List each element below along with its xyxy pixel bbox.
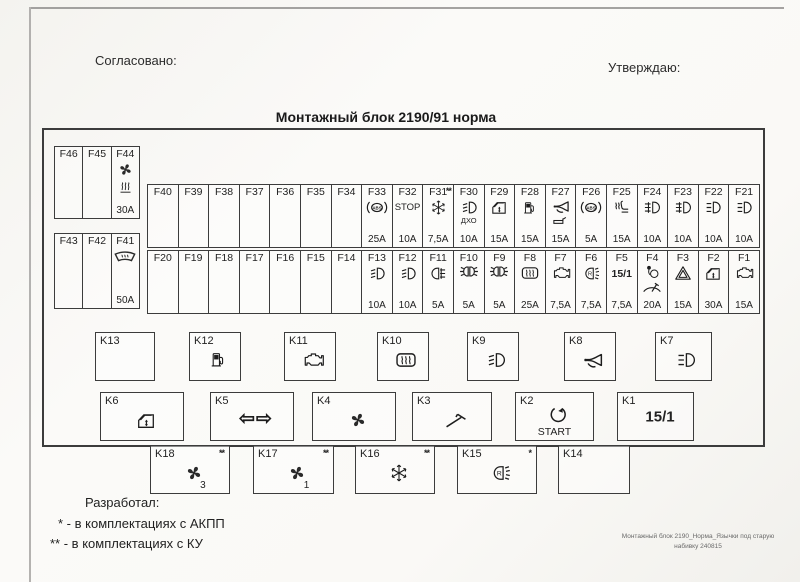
relay-label: K15 bbox=[462, 448, 482, 460]
relay-label: K3 bbox=[417, 395, 431, 407]
fuse-F16 bbox=[270, 251, 301, 313]
relay-label: K12 bbox=[194, 335, 214, 347]
rear-defrost-icon bbox=[394, 350, 418, 369]
fuse-amperage: 20A bbox=[643, 300, 662, 311]
engine-icon bbox=[301, 350, 325, 369]
reverse-lamp-icon bbox=[582, 265, 601, 282]
fuse-amperage: 25A bbox=[521, 300, 539, 311]
fuse-label: F10 bbox=[459, 252, 478, 264]
fuse-F27 bbox=[546, 185, 577, 247]
relay-label: K4 bbox=[317, 395, 331, 407]
fuse-F21 bbox=[729, 185, 759, 247]
fuse-label: F32 bbox=[398, 186, 417, 198]
footnote-ku: ** - в комплектациях с КУ bbox=[50, 536, 203, 551]
footnote-marker: ** bbox=[423, 448, 429, 458]
fuse-amperage: 15A bbox=[490, 234, 509, 245]
fuse-amperage: 10A bbox=[643, 234, 662, 245]
fuse-F34 bbox=[332, 185, 363, 247]
relay-label: K17 bbox=[258, 448, 278, 460]
fuse-label: F19 bbox=[184, 252, 203, 264]
fuse-F7 bbox=[546, 251, 577, 313]
fuse-F14 bbox=[332, 251, 363, 313]
headlight-low-icon bbox=[368, 265, 386, 282]
fuse-amperage: 15A bbox=[551, 234, 570, 245]
fuse-label: F8 bbox=[523, 252, 537, 264]
fuse-label: F9 bbox=[493, 252, 506, 264]
fine-print bbox=[598, 532, 798, 552]
fuse-label: F33 bbox=[367, 186, 386, 198]
fuse-label: F17 bbox=[245, 252, 264, 264]
fuse-amperage: 7,5A bbox=[580, 300, 602, 311]
diagram-title: Монтажный блок 2190/91 норма bbox=[275, 109, 497, 125]
relay-K13 bbox=[95, 332, 155, 381]
fuse-label: F24 bbox=[643, 186, 662, 198]
fuse-F10 bbox=[454, 251, 485, 313]
snowflake-icon bbox=[430, 199, 447, 216]
fuse-F32 bbox=[393, 185, 424, 247]
abs-icon bbox=[580, 199, 602, 216]
relay-K6 bbox=[100, 392, 184, 441]
airbag-icon bbox=[644, 265, 661, 279]
fuse-label: F30 bbox=[459, 186, 478, 198]
fuse-label: F29 bbox=[490, 186, 509, 198]
fuse-F20 bbox=[148, 251, 179, 313]
fuse-label: F21 bbox=[735, 186, 754, 198]
fuse-label: F15 bbox=[306, 252, 325, 264]
fuse-label: F3 bbox=[676, 252, 690, 264]
fuse-amperage: 7,5A bbox=[427, 234, 449, 245]
fuse-amperage: 7,5A bbox=[611, 300, 632, 311]
relay-K10 bbox=[377, 332, 429, 381]
fuse-F40 bbox=[148, 185, 179, 247]
horn-icon bbox=[551, 199, 571, 214]
headlight-low-icon bbox=[485, 350, 506, 370]
footnote-marker: ** bbox=[322, 448, 328, 458]
relay-label: K9 bbox=[472, 335, 486, 347]
fuse-F5 bbox=[607, 251, 638, 313]
relay-K9 bbox=[467, 332, 519, 381]
fuse-label: F25 bbox=[612, 186, 631, 198]
fuse-amperage: 10A bbox=[459, 234, 478, 245]
fuse-F6 bbox=[576, 251, 607, 313]
fuse-F46 bbox=[55, 147, 83, 218]
snowflake-icon bbox=[389, 463, 409, 483]
fuse-amperage: 10A bbox=[673, 234, 692, 245]
scan-edge-left bbox=[29, 7, 31, 582]
svg-text:R: R bbox=[587, 271, 592, 278]
fuse-amperage: 25A bbox=[368, 234, 386, 245]
fog-front-icon bbox=[643, 199, 661, 216]
fuse-F17 bbox=[240, 251, 271, 313]
engine-icon bbox=[551, 265, 571, 281]
relay-label: K8 bbox=[569, 335, 583, 347]
fuse-label: F11 bbox=[429, 252, 447, 264]
fuse-label: F45 bbox=[87, 148, 107, 160]
fuse-text: STOP bbox=[394, 202, 421, 213]
fuse-amperage: 30A bbox=[116, 205, 135, 216]
fuse-amperage: 5A bbox=[462, 300, 475, 311]
fuse-F8 bbox=[515, 251, 546, 313]
relay-K15 bbox=[457, 445, 537, 494]
fuse-label: F26 bbox=[582, 186, 601, 198]
footnote-marker: ** bbox=[218, 448, 224, 458]
fuse-amperage: 50A bbox=[116, 295, 135, 306]
fuse-amperage: 10A bbox=[735, 234, 753, 245]
reverse-lamp-icon bbox=[490, 463, 512, 483]
fusebox-outline bbox=[42, 128, 765, 447]
fuse-caption: ДХО bbox=[460, 216, 477, 225]
fuse-label: F31 bbox=[429, 186, 448, 198]
fuse-F23 bbox=[668, 185, 699, 247]
fuse-F30 bbox=[454, 185, 485, 247]
fuel-pump-icon bbox=[522, 199, 537, 217]
relay-label: K6 bbox=[105, 395, 119, 407]
fuse-label: F23 bbox=[673, 186, 692, 198]
approve-label: Утверждаю: bbox=[608, 60, 681, 75]
fuse-amperage: 15A bbox=[521, 234, 539, 245]
fuse-F39 bbox=[179, 185, 210, 247]
fuse-F3 bbox=[668, 251, 699, 313]
fuse-label: F41 bbox=[116, 235, 135, 247]
fuse-label: F12 bbox=[398, 252, 417, 264]
wiper-icon bbox=[642, 281, 662, 293]
fan-icon bbox=[117, 161, 134, 178]
position-lights-icon bbox=[487, 265, 511, 278]
relay-K1 bbox=[617, 392, 694, 441]
footnote-marker: * bbox=[528, 448, 531, 458]
fuse-F18 bbox=[209, 251, 240, 313]
side-fuse-group-bottom bbox=[54, 233, 140, 309]
fuse-amperage: 10A bbox=[368, 300, 386, 311]
fuse-F44 bbox=[112, 147, 139, 218]
relay-K14 bbox=[558, 445, 630, 494]
warning-triangle-icon bbox=[674, 265, 692, 281]
headlight-low-icon bbox=[460, 199, 478, 216]
fuse-label: F37 bbox=[245, 186, 264, 198]
fine-print-line1: Монтажный блок 2190_Норма_Язычки под старую bbox=[621, 533, 775, 540]
relay-text: START bbox=[537, 426, 572, 438]
fuse-label: F16 bbox=[276, 252, 295, 264]
engine-icon bbox=[734, 265, 754, 281]
fuse-F26 bbox=[576, 185, 607, 247]
fuse-label: F13 bbox=[367, 252, 386, 264]
fuse-F12 bbox=[393, 251, 424, 313]
fuse-F2 bbox=[699, 251, 730, 313]
relay-K2 bbox=[515, 392, 594, 441]
fuse-label: F35 bbox=[306, 186, 325, 198]
relay-K4 bbox=[312, 392, 396, 441]
relay-K7 bbox=[655, 332, 712, 381]
abs-icon bbox=[366, 199, 388, 216]
window-lift-icon bbox=[490, 199, 508, 215]
fuse-label: F5 bbox=[615, 252, 628, 264]
developed-label: Разработал: bbox=[85, 495, 160, 510]
fog-front-icon bbox=[674, 199, 692, 216]
relay-text: 15/1 bbox=[645, 408, 675, 425]
relay-label: K14 bbox=[563, 448, 583, 460]
footnote-akpp: * - в комплектациях с АКПП bbox=[58, 516, 225, 531]
fuse-label: F40 bbox=[153, 186, 172, 198]
fuse-row-F40-F21 bbox=[147, 184, 760, 248]
horn-icon bbox=[581, 351, 605, 369]
fuse-amperage: 5A bbox=[584, 234, 598, 245]
fan-icon bbox=[348, 410, 368, 430]
relay-K16 bbox=[355, 445, 435, 494]
window-lift-icon bbox=[135, 410, 156, 429]
fuse-F36 bbox=[270, 185, 301, 247]
fuse-label: F38 bbox=[214, 186, 234, 198]
fuse-F9 bbox=[485, 251, 516, 313]
start-arrow-icon bbox=[548, 404, 568, 423]
fuse-F22 bbox=[699, 185, 730, 247]
fuse-F42 bbox=[83, 234, 111, 308]
svg-text:ABS: ABS bbox=[372, 205, 382, 211]
fuse-F37 bbox=[240, 185, 271, 247]
relay-label: K13 bbox=[100, 335, 120, 347]
fuse-label: F4 bbox=[646, 252, 659, 264]
headlight-low-icon bbox=[399, 265, 417, 282]
relay-label: K5 bbox=[215, 395, 229, 407]
relay-K3 bbox=[412, 392, 492, 441]
lighter-icon bbox=[552, 216, 570, 225]
fuse-label: F14 bbox=[337, 252, 356, 264]
fuse-F19 bbox=[179, 251, 210, 313]
fuse-F38 bbox=[209, 185, 240, 247]
fuse-F15 bbox=[301, 251, 332, 313]
fuse-amperage: 15A bbox=[673, 300, 692, 311]
svg-text:ABS: ABS bbox=[586, 205, 596, 211]
rear-defrost-icon bbox=[520, 265, 540, 281]
windshield-heat-icon bbox=[113, 248, 137, 263]
fuse-F41 bbox=[112, 234, 139, 308]
fuse-F25 bbox=[607, 185, 638, 247]
fuse-label: F28 bbox=[520, 186, 539, 198]
fuse-F45 bbox=[83, 147, 111, 218]
fuse-F13 bbox=[362, 251, 393, 313]
relay-label: K16 bbox=[360, 448, 380, 460]
footnote-marker: ** bbox=[445, 186, 451, 196]
fuse-label: F22 bbox=[704, 186, 723, 198]
fuse-F29 bbox=[485, 185, 516, 247]
headlight-high-icon bbox=[735, 199, 753, 216]
position-lights-icon bbox=[457, 265, 481, 278]
relay-label: K7 bbox=[660, 335, 674, 347]
fuse-label: F20 bbox=[153, 252, 172, 264]
side-fuse-group-top bbox=[54, 146, 140, 219]
svg-text:R: R bbox=[496, 470, 502, 478]
relay-label: K1 bbox=[622, 395, 636, 407]
relay-label: K18 bbox=[155, 448, 175, 460]
relay-label: K11 bbox=[289, 335, 308, 347]
fuse-F28 bbox=[515, 185, 546, 247]
fuse-amperage: 5A bbox=[432, 300, 445, 311]
wiper-arm-icon bbox=[443, 410, 469, 429]
fine-print-line2: набивку 240815 bbox=[674, 543, 722, 551]
fuse-label: F27 bbox=[551, 186, 570, 198]
relay-K8 bbox=[564, 332, 616, 381]
fuse-label: F34 bbox=[337, 186, 356, 198]
seat-heat-icon bbox=[613, 199, 631, 215]
relay-K11 bbox=[284, 332, 336, 381]
fuse-F43 bbox=[55, 234, 83, 308]
fuse-text: 15/1 bbox=[611, 268, 632, 280]
fuse-label: F43 bbox=[59, 235, 78, 247]
fuse-amperage: 5A bbox=[493, 300, 506, 311]
fuse-F1 bbox=[729, 251, 759, 313]
fuse-amperage: 15A bbox=[735, 300, 753, 311]
fuse-F4 bbox=[638, 251, 669, 313]
relay-K5 bbox=[210, 392, 294, 441]
relay-label: K10 bbox=[382, 335, 402, 347]
fuse-amperage: 10A bbox=[704, 234, 723, 245]
fuse-F11 bbox=[423, 251, 454, 313]
fuse-label: F39 bbox=[184, 186, 203, 198]
fuse-F33 bbox=[362, 185, 393, 247]
fuse-amperage: 7,5A bbox=[550, 300, 571, 311]
fuse-amperage: 30A bbox=[704, 300, 723, 311]
relay-K17 bbox=[253, 445, 334, 494]
relay-K18 bbox=[150, 445, 230, 494]
fuse-amperage: 15A bbox=[612, 234, 631, 245]
fuse-label: F1 bbox=[737, 252, 751, 264]
fuse-label: F46 bbox=[59, 148, 78, 160]
fuse-F35 bbox=[301, 185, 332, 247]
fuse-label: F18 bbox=[214, 252, 234, 264]
fuse-F31 bbox=[423, 185, 454, 247]
headlight-high-icon bbox=[704, 199, 722, 216]
fuel-pump-icon bbox=[209, 349, 227, 370]
fuse-amperage: 10A bbox=[398, 300, 417, 311]
approved-label: Согласовано: bbox=[95, 53, 177, 68]
window-lift-icon bbox=[704, 265, 722, 281]
turn-arrows-icon: ⇦⇨ bbox=[239, 409, 274, 430]
fuse-F24 bbox=[638, 185, 669, 247]
fuse-label: F6 bbox=[584, 252, 598, 264]
scan-edge-top bbox=[31, 7, 784, 9]
relay-variant-number: 1 bbox=[303, 480, 310, 491]
heater-icon bbox=[118, 180, 133, 195]
fuse-label: F44 bbox=[116, 148, 135, 160]
fuse-row-F20-F1 bbox=[147, 250, 760, 314]
fuse-label: F36 bbox=[276, 186, 295, 198]
headlight-high-icon bbox=[676, 350, 697, 370]
fuse-amperage: 10A bbox=[398, 234, 417, 245]
relay-variant-number: 3 bbox=[200, 480, 206, 491]
relay-K12 bbox=[189, 332, 241, 381]
relay-label: K2 bbox=[520, 395, 534, 407]
fuse-label: F42 bbox=[87, 235, 107, 247]
fog-rear-icon bbox=[429, 265, 447, 282]
fuse-label: F7 bbox=[554, 252, 567, 264]
fuse-label: F2 bbox=[707, 252, 720, 264]
